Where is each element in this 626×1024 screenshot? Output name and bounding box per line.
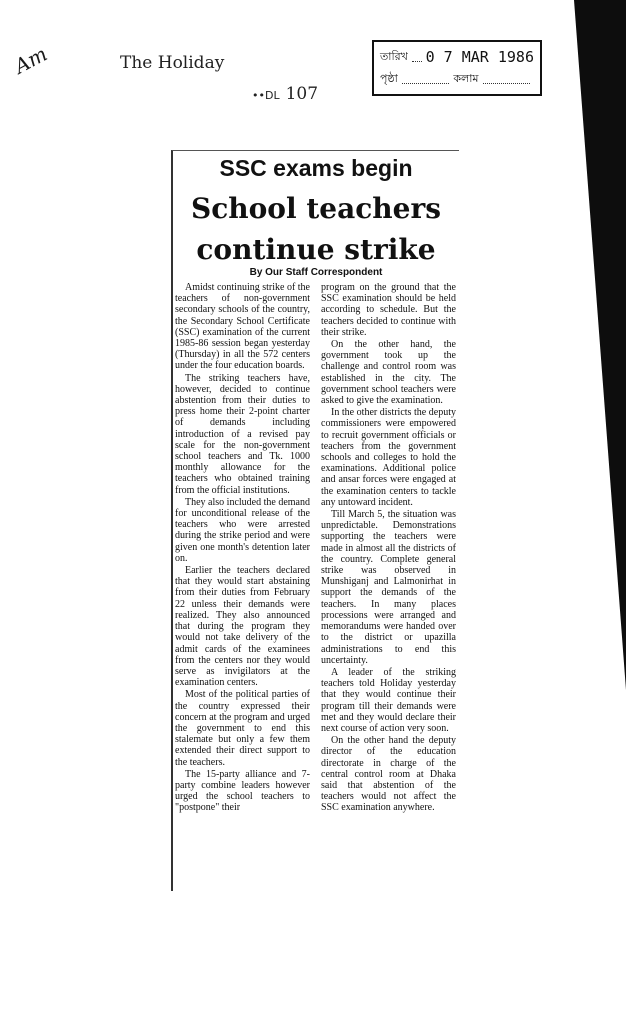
paragraph: The striking teachers have, however, decided to continue abstention from their duties to press home their 2-point charter of demands including introduction of a revised pay scale for the non-government school teachers and Tk. 1000 monthly allowance for the teachers who obtained training from the official institutions. (175, 372, 310, 496)
article-right-column (321, 282, 456, 815)
stamp-dots (483, 74, 530, 84)
paragraph: On the other hand the deputy director of the education directorate in charge of the central control room at Dhaka said that abstention of the teachers would not affect the SSC examination anywhere. (321, 735, 456, 814)
paragraph: In the other districts the deputy commissioners were empowered to recruit government officials or teachers from the government schools and colleges to hold the examinations. Additional police and ansar forces were engaged at the examination centers to tackle any untoward incident. (321, 407, 456, 508)
paragraph: program on the ground that the SSC examination should be held according to schedule. But the teachers decided to continue with their strike. (321, 282, 456, 338)
stamp-page-row (380, 68, 534, 90)
article-headline (173, 188, 459, 270)
headline-line-1: School teachers (191, 192, 441, 225)
paragraph: Till March 5, the situation was unpredictable. Demonstrations supporting the teachers were made in almost all the districts of the country. Complete general strike was observed in Munshiganj and Lalmonirhat in support the demands of the teachers. In many places processions were arranged and memorandums were handed over to the district or upazilla administrations to end this uncertainty. (321, 509, 456, 666)
paragraph: The 15-party alliance and 7-party combine leaders however urged the school teachers to "postpone" their (175, 768, 310, 814)
paragraph: They also included the demand for unconditional release of the teachers who were arrested during the strike period and were given one month's detention later on. (175, 496, 310, 564)
paragraph: Most of the political parties of the country expressed their concern at the program and urged the government to end this stalemate but only a few them extended their direct support to the teachers. (175, 689, 310, 768)
stamp-date-value: 0 7 MAR 1986 (425, 48, 534, 66)
paragraph: Earlier the teachers declared that they would start abstaining from their duties from February 22 unless their demands were realized. They also announced that during the program they would not take delivery of the admit cards of the examinees from the centers nor they would serve as invigilators at the examination centers. (175, 565, 310, 689)
page-prefix: ••DL (252, 89, 280, 102)
page-number (252, 84, 318, 104)
headline-line-2: continue strike (196, 233, 436, 266)
paragraph: A leader of the striking teachers told Holiday yesterday that they would continue their program till their demands were met and they would declare their next course of action very soon. (321, 666, 456, 734)
article-byline: By Our Staff Correspondent (249, 267, 383, 278)
paragraph: On the other hand, the government took up the challenge and control room was established in the city. The government school teachers were asked to give the examination. (321, 339, 456, 407)
stamp-page-label: পৃষ্ঠা (380, 71, 398, 85)
stamp-dots (412, 52, 422, 62)
handwritten-note: Am (10, 41, 52, 79)
stamp-date-label: তারিখ (380, 49, 408, 63)
publication-name: The Holiday (120, 53, 225, 73)
page-number-value: 107 (285, 84, 319, 104)
stamp-date-row (380, 46, 534, 68)
article-kicker: SSC exams begin (219, 155, 413, 181)
news-clipping (171, 150, 459, 891)
date-stamp (372, 40, 542, 96)
stamp-dots (402, 74, 449, 84)
stamp-column-label: কলাম (453, 71, 479, 85)
paragraph: Amidst continuing strike of the teachers of non-government secondary schools of the country, the Secondary School Certificate (SSC) examination of the current 1985-86 session began yesterday (Thursday) in all the 572 centers under the four education boards. (175, 282, 310, 372)
article-left-column (175, 282, 310, 815)
scan-edge-shadow (574, 0, 626, 690)
